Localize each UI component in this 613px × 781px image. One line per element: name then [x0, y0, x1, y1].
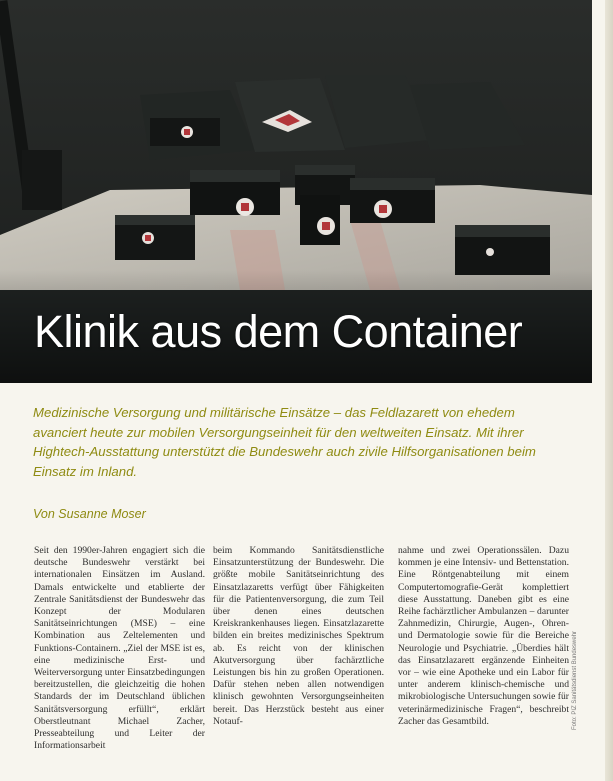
page-edge [605, 0, 613, 781]
article-headline: Klinik aus dem Container [34, 306, 523, 357]
photo-credit-text: Foto: PIZ Sanitätsdienst Bundeswehr [572, 630, 578, 730]
body-column-2: beim Kommando Sanitätsdienstliche Einsatzunterstützung der Bundeswehr. Die größte mobile Sanitätseinrichtung des Einsatzlazaretts verfügt über Fähigkeiten für die Patientenversorgung, die zum Teil über denen eines deutschen Kreiskrankenhauses liegen. Einsatzlazarette bilden ein breites medizinisches Spektrum ab. Es reicht von der klinischen Akutversorgung über fachärztliche Leistungen bis hin zu großen Operationen. Dafür stehen neben allen notwendigen klinisch gewohnten Versorgungseinheiten bereit. Das Herzstück besteht aus einer Notauf- [213, 545, 384, 727]
container-4 [300, 195, 340, 245]
container-1 [150, 118, 220, 146]
container-6 [115, 215, 195, 260]
hero-photo [0, 0, 592, 383]
container-2 [190, 170, 280, 216]
photo-credit [572, 590, 584, 740]
body-column-1: Seit den 1990er-Jahren engagiert sich die deutsche Bundeswehr verstärkt bei internationalen Einsätzen im Ausland. Damals entwickelte und etablierte der Zentrale Sanitätsdienst der Bundeswehr das Konzept der Modularen Sanitätseinrichtungen (MSE) – eine Kombination aus Zeltelementen und Funktions-Containern. „Ziel der MSE ist es, eine medizinische Erst- und Weiterversorgung unter Einsatzbedingungen bereitzustellen, die gleichzeitig die hohen Standards der im Deutschland üblichen Sanitätsversorgung erfüllt“, erklärt Oberstleutnant Michael Zacher, Presseabteilung und Leiter der Informationsarbeit [34, 545, 205, 752]
article-byline: Von Susanne Moser [33, 507, 146, 521]
container-7 [455, 225, 550, 275]
body-column-3: nahme und zwei Operationssälen. Dazu kommen je eine Intensiv- und Bettenstation. Eine Röntgenabteilung mit einem Computertomografie-Gerät komplettiert diese Ausstattung. Daneben gibt es eine Reihe fachärztlicher Ambulanzen – darunter Zahnmedizin, Chirurgie, Augen-, Ohren- und Dermatologie sowie für die Bereiche Neurologie und Psychiatrie. „Überdies hält das Einsatzlazarett ergänzende Einheiten vor – wie eine Apotheke und ein Labor für unter anderem klinisch-chemische und mikrobiologische Untersuchungen sowie für veterinärmedizinische Fragen“, beschreibt Zacher das Gesamtbild. [398, 545, 569, 727]
article-lead: Medizinische Versorgung und militärische Einsätze – das Feldlazarett von ehedem avanciert heute zur mobilen Versorgungseinheit für den weltweiten Einsatz. Mit ihrer Hightech-Ausstattung unterstützt die Bundeswehr auch zivile Hilfsorganisationen beim Einsatz im Inland. [33, 405, 536, 479]
container-5 [350, 178, 435, 223]
